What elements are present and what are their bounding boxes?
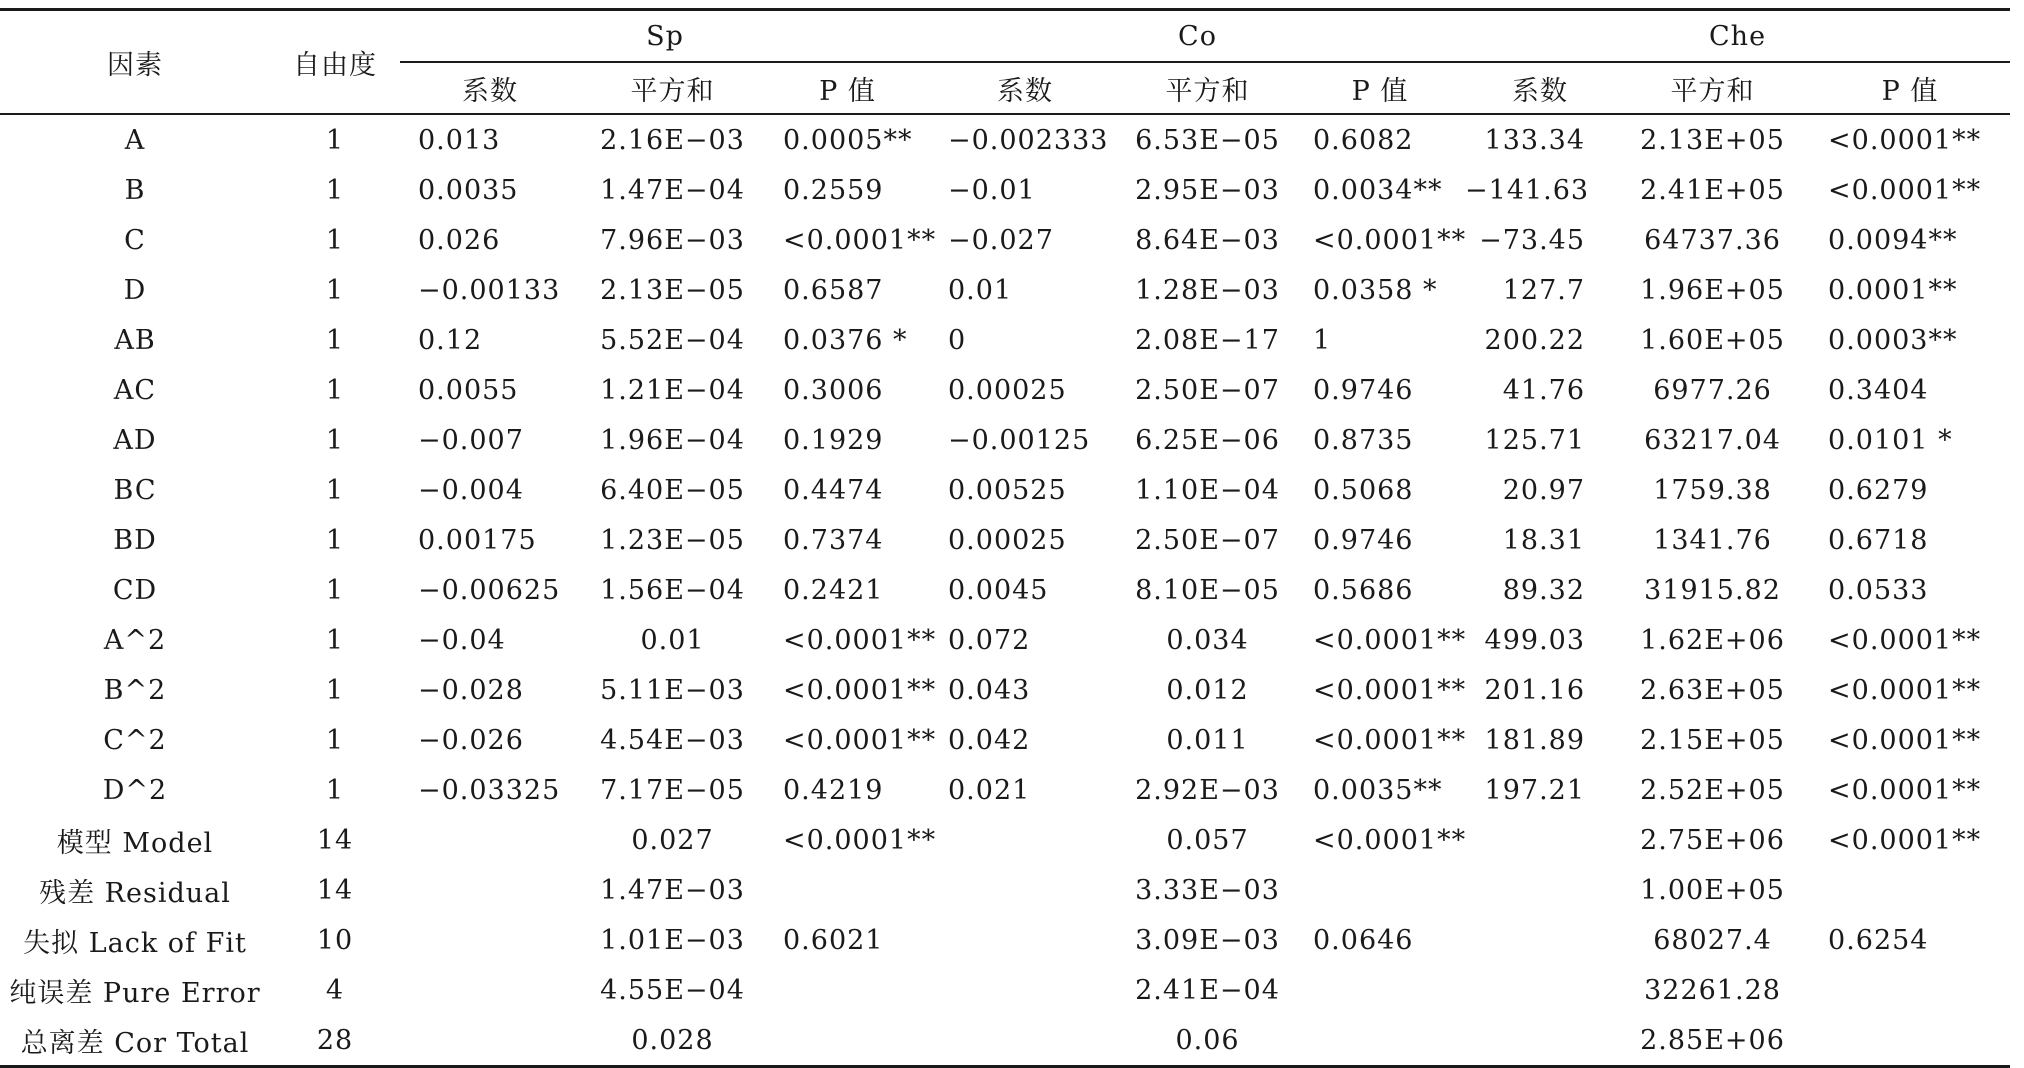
sp-ss-cell: 5.11E−03 — [600, 674, 745, 706]
co-p-cell: <0.0001** — [1313, 224, 1467, 256]
header-sp-p: P 值 — [765, 62, 930, 114]
sp-p-cell: <0.0001** — [783, 674, 937, 706]
sp-ss-cell: 0.028 — [580, 1015, 765, 1067]
sp-p-cell: 0.0005** — [783, 124, 913, 156]
che-p-cell: <0.0001** — [1828, 674, 1982, 706]
co-coef-cell — [930, 965, 1120, 1015]
sp-ss-cell: 1.47E−04 — [600, 174, 745, 206]
sp-ss-cell: 1.01E−03 — [600, 924, 745, 956]
che-ss-cell: 1.00E+05 — [1640, 874, 1785, 906]
co-ss-cell: 2.08E−17 — [1135, 324, 1280, 356]
df-cell: 28 — [270, 1015, 400, 1067]
sp-p-cell: <0.0001** — [783, 624, 937, 656]
che-coef-cell — [1465, 865, 1615, 915]
che-p-cell: <0.0001** — [1828, 124, 1982, 156]
factor-cell: 纯误差 Pure Error — [9, 977, 261, 1009]
co-p-cell — [1295, 865, 1465, 915]
co-p-cell: 1 — [1313, 324, 1332, 356]
factor-cell: 残差 Residual — [39, 877, 231, 909]
che-p-cell — [1810, 965, 2010, 1015]
sp-coef-cell: −0.028 — [418, 674, 524, 706]
table-row — [0, 1015, 2010, 1067]
co-ss-cell: 0.012 — [1166, 674, 1249, 706]
co-ss-cell: 2.92E−03 — [1135, 774, 1280, 806]
header-co-ss: 平方和 — [1120, 62, 1295, 114]
che-coef-cell: −73.45 — [1479, 224, 1586, 256]
table-row — [0, 865, 2010, 915]
che-coef-cell: 201.16 — [1484, 674, 1586, 706]
header-co-p: P 值 — [1295, 62, 1465, 114]
che-coef-cell: −141.63 — [1465, 174, 1590, 206]
che-coef-cell: 181.89 — [1484, 724, 1586, 756]
table-row — [0, 515, 2010, 565]
che-ss-cell: 68027.4 — [1653, 924, 1772, 956]
che-coef-cell: 200.22 — [1484, 324, 1586, 356]
factor-cell: D^2 — [102, 774, 168, 806]
che-ss-cell: 1.96E+05 — [1640, 274, 1785, 306]
che-p-cell: 0.0101 * — [1828, 424, 1953, 456]
sp-coef-cell: 0.026 — [418, 224, 501, 256]
header-group-co: Co — [930, 10, 1465, 63]
co-p-cell: 0.0035** — [1313, 774, 1443, 806]
table-row — [0, 465, 2010, 515]
factor-cell: AB — [114, 324, 156, 356]
sp-coef-cell: 0.0035 — [418, 174, 519, 206]
co-ss-cell: 2.41E−04 — [1135, 974, 1280, 1006]
df-cell: 1 — [325, 174, 345, 206]
sp-ss-cell: 1.96E−04 — [600, 424, 745, 456]
co-coef-cell: 0.021 — [948, 774, 1031, 806]
df-cell: 1 — [325, 524, 345, 556]
sp-ss-cell: 6.40E−05 — [600, 474, 745, 506]
co-p-cell: 0.8735 — [1313, 424, 1414, 456]
df-cell: 1 — [325, 774, 345, 806]
che-coef-cell: 125.71 — [1484, 424, 1586, 456]
table-row — [0, 265, 2010, 315]
header-group-sp: Sp — [400, 10, 930, 63]
che-p-cell: <0.0001** — [1828, 174, 1982, 206]
che-coef-cell — [1465, 1015, 1615, 1067]
header-sp-ss: 平方和 — [580, 62, 765, 114]
co-ss-cell: 8.64E−03 — [1135, 224, 1280, 256]
header-df: 自由度 — [270, 10, 400, 115]
co-ss-cell: 2.95E−03 — [1135, 174, 1280, 206]
che-ss-cell: 1.62E+06 — [1640, 624, 1785, 656]
co-p-cell: 0.9746 — [1313, 374, 1414, 406]
sp-p-cell: <0.0001** — [783, 224, 937, 256]
sp-coef-cell: −0.00625 — [418, 574, 561, 606]
co-ss-cell: 2.50E−07 — [1135, 374, 1280, 406]
factor-cell: CD — [112, 574, 158, 606]
sp-p-cell: 0.4474 — [783, 474, 884, 506]
sp-ss-cell: 2.16E−03 — [600, 124, 745, 156]
che-coef-cell: 20.97 — [1502, 474, 1586, 506]
che-coef-cell: 18.31 — [1502, 524, 1586, 556]
sp-ss-cell: 0.027 — [631, 824, 714, 856]
table-row — [0, 965, 2010, 1015]
factor-cell: D — [123, 274, 147, 306]
che-coef-cell — [1465, 965, 1615, 1015]
che-coef-cell: 127.7 — [1502, 274, 1586, 306]
co-p-cell: 0.0646 — [1313, 924, 1414, 956]
che-coef-cell — [1465, 915, 1615, 965]
che-p-cell: 0.6254 — [1828, 924, 1929, 956]
table-row — [0, 315, 2010, 365]
che-p-cell: 0.0094** — [1828, 224, 1958, 256]
co-ss-cell: 0.034 — [1166, 624, 1249, 656]
che-ss-cell: 6977.26 — [1653, 374, 1772, 406]
table-row — [0, 715, 2010, 765]
factor-cell: 总离差 Cor Total — [0, 1015, 270, 1067]
co-coef-cell — [930, 915, 1120, 965]
sp-p-cell: 0.3006 — [783, 374, 884, 406]
che-p-cell: 0.0001** — [1828, 274, 1958, 306]
co-coef-cell: 0 — [948, 324, 967, 356]
df-cell: 14 — [316, 874, 354, 906]
sp-p-cell: 0.6021 — [783, 924, 884, 956]
sp-coef-cell: 0.013 — [418, 124, 501, 156]
che-ss-cell: 2.75E+06 — [1640, 824, 1785, 856]
che-p-cell: 0.6279 — [1828, 474, 1929, 506]
co-ss-cell: 3.09E−03 — [1135, 924, 1280, 956]
sp-p-cell — [765, 1015, 930, 1067]
co-ss-cell: 3.33E−03 — [1135, 874, 1280, 906]
co-p-cell: <0.0001** — [1313, 724, 1467, 756]
che-coef-cell — [1465, 815, 1615, 865]
co-coef-cell: 0.00525 — [948, 474, 1067, 506]
factor-cell: 模型 Model — [56, 827, 214, 859]
co-p-cell: 0.0358 * — [1313, 274, 1438, 306]
sp-p-cell: 0.0376 * — [783, 324, 908, 356]
sp-ss-cell: 2.13E−05 — [600, 274, 745, 306]
table-body — [0, 114, 2010, 1067]
sp-ss-cell: 7.96E−03 — [600, 224, 745, 256]
df-cell: 14 — [316, 824, 354, 856]
df-cell: 1 — [325, 374, 345, 406]
co-p-cell: 0.5068 — [1313, 474, 1414, 506]
factor-cell: BC — [113, 474, 157, 506]
sp-coef-cell: −0.007 — [418, 424, 524, 456]
co-p-cell — [1295, 1015, 1465, 1067]
sp-p-cell: <0.0001** — [783, 724, 937, 756]
header-co-coef: 系数 — [930, 62, 1120, 114]
sp-p-cell: 0.6587 — [783, 274, 884, 306]
che-ss-cell: 64737.36 — [1644, 224, 1781, 256]
anova-table — [0, 8, 2010, 1068]
che-p-cell: 0.0533 — [1828, 574, 1929, 606]
co-ss-cell: 0.011 — [1166, 724, 1249, 756]
sp-coef-cell — [400, 915, 580, 965]
df-cell: 1 — [325, 124, 345, 156]
co-ss-cell: 1.10E−04 — [1135, 474, 1280, 506]
header-sp-coef: 系数 — [400, 62, 580, 114]
header-group-che: Che — [1465, 10, 2010, 63]
factor-cell: B^2 — [103, 674, 167, 706]
table-row — [0, 765, 2010, 815]
sp-ss-cell: 1.21E−04 — [600, 374, 745, 406]
sp-ss-cell: 7.17E−05 — [600, 774, 745, 806]
che-p-cell — [1810, 1015, 2010, 1067]
sp-coef-cell: 0.12 — [418, 324, 483, 356]
table-row — [0, 565, 2010, 615]
co-p-cell: 0.5686 — [1313, 574, 1414, 606]
df-cell: 1 — [325, 324, 345, 356]
sp-coef-cell: 0.0055 — [418, 374, 519, 406]
co-coef-cell: 0.042 — [948, 724, 1031, 756]
factor-cell: AD — [113, 424, 157, 456]
co-p-cell: <0.0001** — [1313, 824, 1467, 856]
table-row — [0, 615, 2010, 665]
table-row — [0, 215, 2010, 265]
sp-ss-cell: 1.23E−05 — [600, 524, 745, 556]
factor-cell: 失拟 Lack of Fit — [23, 927, 247, 959]
sp-p-cell: 0.4219 — [783, 774, 884, 806]
co-coef-cell — [930, 865, 1120, 915]
sp-coef-cell — [400, 965, 580, 1015]
che-ss-cell: 1759.38 — [1653, 474, 1772, 506]
che-p-cell: 0.0003** — [1828, 324, 1958, 356]
che-ss-cell: 1341.76 — [1653, 524, 1772, 556]
che-coef-cell: 197.21 — [1484, 774, 1586, 806]
sp-coef-cell — [400, 815, 580, 865]
co-p-cell: 0.6082 — [1313, 124, 1414, 156]
co-ss-cell: 0.06 — [1120, 1015, 1295, 1067]
che-ss-cell: 2.52E+05 — [1640, 774, 1785, 806]
che-coef-cell: 499.03 — [1484, 624, 1586, 656]
co-ss-cell: 0.057 — [1166, 824, 1249, 856]
sp-coef-cell: −0.026 — [418, 724, 524, 756]
factor-cell: B — [124, 174, 146, 206]
factor-cell: C^2 — [103, 724, 167, 756]
sp-coef-cell: −0.03325 — [418, 774, 561, 806]
co-coef-cell — [930, 1015, 1120, 1067]
che-ss-cell: 63217.04 — [1644, 424, 1781, 456]
factor-cell: AC — [113, 374, 157, 406]
table-row — [0, 915, 2010, 965]
co-p-cell: <0.0001** — [1313, 674, 1467, 706]
sp-coef-cell: −0.004 — [418, 474, 524, 506]
sp-p-cell: 0.2559 — [783, 174, 884, 206]
co-ss-cell: 6.25E−06 — [1135, 424, 1280, 456]
header-che-ss: 平方和 — [1615, 62, 1810, 114]
che-coef-cell: 41.76 — [1502, 374, 1586, 406]
factor-cell: BD — [113, 524, 157, 556]
co-coef-cell: 0.072 — [948, 624, 1031, 656]
df-cell: 1 — [325, 424, 345, 456]
co-p-cell: 0.9746 — [1313, 524, 1414, 556]
co-ss-cell: 6.53E−05 — [1135, 124, 1280, 156]
table-row — [0, 815, 2010, 865]
che-ss-cell: 2.63E+05 — [1640, 674, 1785, 706]
df-cell: 1 — [325, 474, 345, 506]
sp-coef-cell: −0.04 — [418, 624, 506, 656]
factor-cell: C — [124, 224, 146, 256]
sp-ss-cell: 5.52E−04 — [600, 324, 745, 356]
che-ss-cell: 32261.28 — [1644, 974, 1781, 1006]
che-ss-cell: 2.15E+05 — [1640, 724, 1785, 756]
factor-cell: A — [124, 124, 146, 156]
co-coef-cell: −0.027 — [948, 224, 1054, 256]
che-p-cell: <0.0001** — [1828, 724, 1982, 756]
sp-p-cell: 0.2421 — [783, 574, 884, 606]
df-cell: 1 — [325, 574, 345, 606]
co-coef-cell: −0.01 — [948, 174, 1036, 206]
df-cell: 10 — [316, 924, 354, 956]
co-coef-cell — [930, 815, 1120, 865]
table-row — [0, 665, 2010, 715]
sp-p-cell: <0.0001** — [783, 824, 937, 856]
df-cell: 1 — [325, 674, 345, 706]
sp-p-cell: 0.7374 — [783, 524, 884, 556]
table-row — [0, 114, 2010, 165]
table-row — [0, 165, 2010, 215]
header-factor: 因素 — [0, 10, 270, 115]
table-row — [0, 365, 2010, 415]
df-cell: 1 — [325, 224, 345, 256]
factor-cell: A^2 — [103, 624, 167, 656]
co-coef-cell: 0.00025 — [948, 524, 1067, 556]
co-coef-cell: 0.00025 — [948, 374, 1067, 406]
sp-coef-cell: 0.00175 — [418, 524, 537, 556]
che-ss-cell: 2.41E+05 — [1640, 174, 1785, 206]
df-cell: 1 — [325, 274, 345, 306]
sp-p-cell — [765, 965, 930, 1015]
co-ss-cell: 8.10E−05 — [1135, 574, 1280, 606]
che-coef-cell: 89.32 — [1502, 574, 1586, 606]
co-p-cell: <0.0001** — [1313, 624, 1467, 656]
che-ss-cell: 31915.82 — [1644, 574, 1781, 606]
che-p-cell: 0.6718 — [1828, 524, 1929, 556]
df-cell: 1 — [325, 624, 345, 656]
che-p-cell — [1810, 865, 2010, 915]
co-p-cell — [1295, 965, 1465, 1015]
che-p-cell: <0.0001** — [1828, 774, 1982, 806]
che-p-cell: <0.0001** — [1828, 824, 1982, 856]
header-che-p: P 值 — [1810, 62, 2010, 114]
co-coef-cell: −0.002333 — [948, 124, 1109, 156]
co-ss-cell: 2.50E−07 — [1135, 524, 1280, 556]
sp-p-cell — [765, 865, 930, 915]
co-coef-cell: 0.043 — [948, 674, 1031, 706]
che-coef-cell: 133.34 — [1484, 124, 1586, 156]
sp-coef-cell — [400, 1015, 580, 1067]
header-row-1 — [0, 10, 2010, 63]
sp-ss-cell: 4.54E−03 — [600, 724, 745, 756]
che-ss-cell: 2.13E+05 — [1640, 124, 1785, 156]
che-ss-cell: 1.60E+05 — [1640, 324, 1785, 356]
co-coef-cell: −0.00125 — [948, 424, 1091, 456]
sp-p-cell: 0.1929 — [783, 424, 884, 456]
che-ss-cell: 2.85E+06 — [1615, 1015, 1810, 1067]
sp-ss-cell: 0.01 — [640, 624, 705, 656]
co-coef-cell: 0.01 — [948, 274, 1013, 306]
anova-table-container — [0, 8, 2010, 1068]
co-coef-cell: 0.0045 — [948, 574, 1049, 606]
sp-coef-cell: −0.00133 — [418, 274, 561, 306]
table-row — [0, 415, 2010, 465]
sp-ss-cell: 1.47E−03 — [600, 874, 745, 906]
sp-ss-cell: 4.55E−04 — [600, 974, 745, 1006]
che-p-cell: 0.3404 — [1828, 374, 1929, 406]
sp-ss-cell: 1.56E−04 — [600, 574, 745, 606]
df-cell: 4 — [325, 974, 345, 1006]
header-che-coef: 系数 — [1465, 62, 1615, 114]
sp-coef-cell — [400, 865, 580, 915]
co-p-cell: 0.0034** — [1313, 174, 1443, 206]
co-ss-cell: 1.28E−03 — [1135, 274, 1280, 306]
df-cell: 1 — [325, 724, 345, 756]
che-p-cell: <0.0001** — [1828, 624, 1982, 656]
